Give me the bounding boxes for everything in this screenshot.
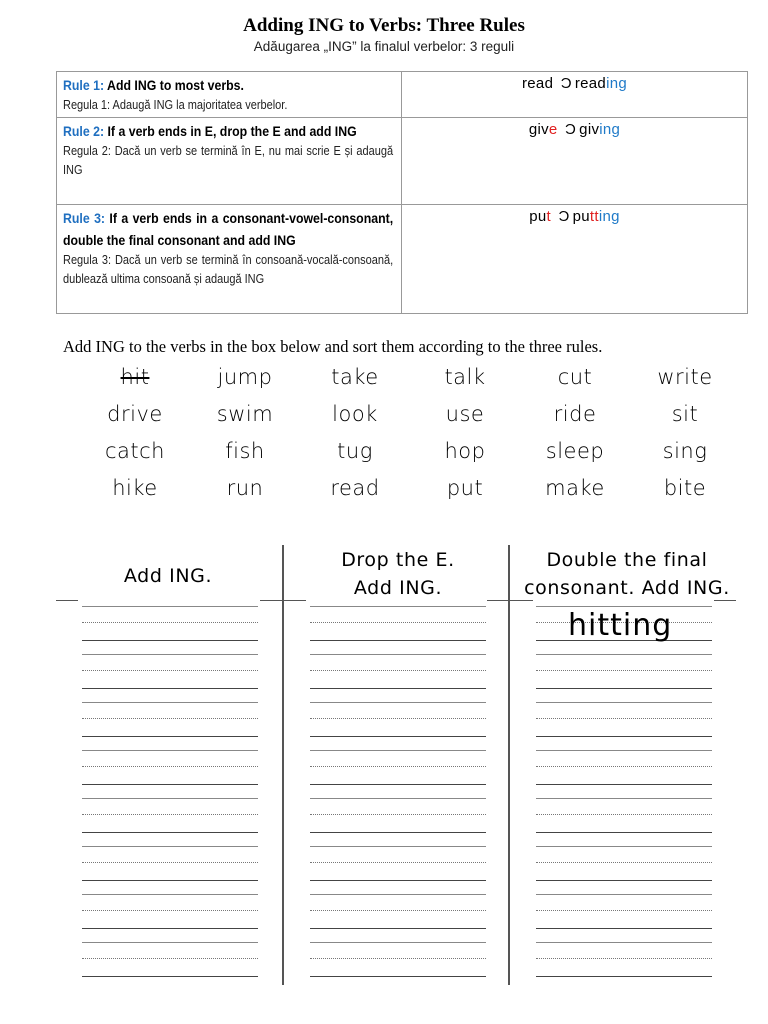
writing-lines-double[interactable] bbox=[536, 606, 712, 990]
column-divider bbox=[508, 545, 510, 985]
rule-translation: Regula 3: Dacă un verb se termină în consoană-vocală-consoană, dublează ultima consoană și adaugă ING bbox=[63, 253, 394, 286]
verb: ride bbox=[553, 402, 597, 426]
example-base-highlight: e bbox=[548, 121, 558, 138]
verb: look bbox=[332, 402, 378, 426]
rule-label: Rule 2: bbox=[63, 123, 105, 139]
arrow-icon: Ͻ bbox=[558, 208, 570, 225]
verb-crossed-out: hit bbox=[120, 365, 150, 389]
example-result-prefix: giv bbox=[579, 121, 600, 138]
verb: jump bbox=[217, 365, 273, 389]
verb: make bbox=[545, 476, 605, 500]
verb-row bbox=[80, 365, 760, 402]
rules-table bbox=[56, 71, 748, 314]
verb: hop bbox=[444, 439, 486, 463]
rule-text: If a verb ends in a consonant-vowel-consonant, double the final consonant and add ING bbox=[63, 210, 394, 248]
rule-example bbox=[402, 118, 748, 205]
header-rule bbox=[56, 600, 78, 601]
verb: bite bbox=[663, 476, 707, 500]
example-base: giv bbox=[528, 121, 549, 138]
rule-cell bbox=[57, 205, 402, 314]
verb: swim bbox=[216, 402, 274, 426]
column-heading-line: Add ING. bbox=[353, 577, 443, 599]
rule-translation: Regula 1: Adaugă ING la majoritatea verbelor. bbox=[63, 98, 288, 112]
arrow-icon: Ͻ bbox=[565, 121, 577, 138]
verb: cut bbox=[557, 365, 593, 389]
example-result-prefix: read bbox=[574, 75, 607, 92]
page-title: Adding ING to Verbs: Three Rules bbox=[243, 15, 525, 36]
column-heading-line: Double the final bbox=[546, 549, 708, 571]
verb: drive bbox=[107, 402, 163, 426]
writing-lines-drop-e[interactable] bbox=[310, 606, 486, 990]
rule-example bbox=[402, 205, 748, 314]
verb: sleep bbox=[545, 439, 605, 463]
verb: write bbox=[657, 365, 713, 389]
example-result-suffix: ing bbox=[598, 208, 620, 225]
instruction-text: Add ING to the verbs in the box below and sort them according to the three rules. bbox=[63, 337, 603, 356]
rule-text: If a verb ends in E, drop the E and add ING bbox=[107, 123, 357, 139]
column-heading-line: Drop the E. bbox=[341, 549, 455, 571]
verb: hike bbox=[112, 476, 158, 500]
verb: run bbox=[226, 476, 264, 500]
example-base-highlight: t bbox=[546, 208, 551, 225]
page-subtitle: Adăugarea „ING” la finalul verbelor: 3 reguli bbox=[253, 39, 515, 54]
verb-row bbox=[80, 439, 760, 476]
verb: talk bbox=[444, 365, 486, 389]
verb: catch bbox=[104, 439, 165, 463]
rule-row-2 bbox=[57, 118, 748, 205]
verb: put bbox=[446, 476, 484, 500]
verb-row bbox=[80, 402, 760, 439]
example-result-suffix: ing bbox=[599, 121, 621, 138]
rule-example bbox=[402, 72, 748, 118]
verb: sing bbox=[662, 439, 708, 463]
rule-row-1 bbox=[57, 72, 748, 118]
column-heading-drop-e bbox=[300, 546, 496, 602]
rule-row-3 bbox=[57, 205, 748, 314]
example-result-suffix: ing bbox=[606, 75, 627, 92]
column-heading-add-ing bbox=[80, 562, 256, 590]
example-result-double: tt bbox=[589, 208, 599, 225]
verb: take bbox=[331, 365, 379, 389]
verb: use bbox=[445, 402, 485, 426]
example-base: pu bbox=[529, 208, 547, 225]
column-heading-double bbox=[516, 546, 738, 602]
writing-lines-add-ing[interactable] bbox=[82, 606, 258, 990]
verb: sit bbox=[671, 402, 699, 426]
rule-label: Rule 3: bbox=[63, 210, 106, 226]
column-heading-line: consonant. Add ING. bbox=[524, 577, 730, 599]
arrow-icon: Ͻ bbox=[560, 75, 572, 92]
verb: tug bbox=[337, 439, 373, 463]
rule-cell bbox=[57, 72, 402, 118]
verb-box bbox=[80, 365, 760, 513]
column-divider bbox=[282, 545, 284, 985]
example-result-prefix: pu bbox=[572, 208, 590, 225]
rule-translation: Regula 2: Dacă un verb se termină în E, nu mai scrie E și adaugă ING bbox=[63, 144, 394, 177]
verb: fish bbox=[225, 439, 265, 463]
example-base: read bbox=[522, 75, 554, 92]
verb: read bbox=[330, 476, 380, 500]
rule-text: Add ING to most verbs. bbox=[107, 77, 244, 93]
verb-row bbox=[80, 476, 760, 513]
column-heading-line: Add ING. bbox=[123, 565, 213, 587]
rule-label: Rule 1: bbox=[63, 77, 105, 93]
sample-answer: hitting bbox=[568, 608, 673, 643]
rule-cell bbox=[57, 118, 402, 205]
